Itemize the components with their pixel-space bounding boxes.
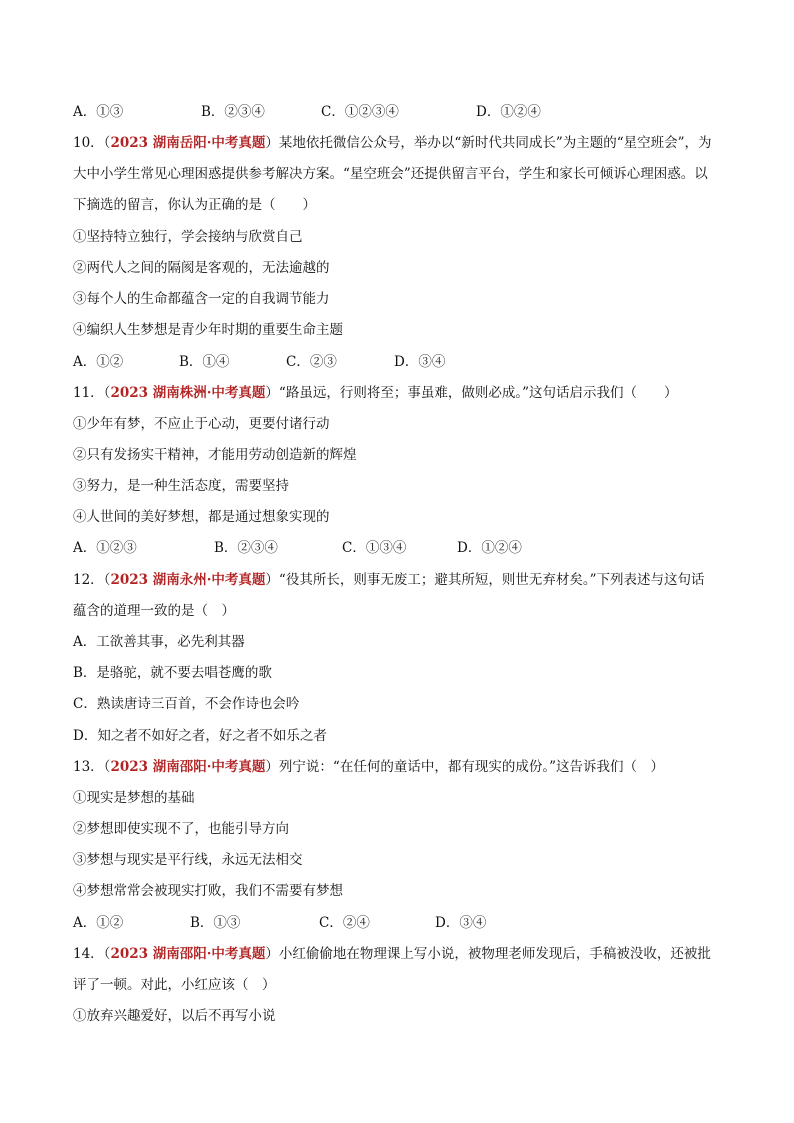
q13-source: 2023 湖南邵阳·中考真题	[110, 759, 266, 775]
q11-item-1: ①少年有梦，不应止于心动，更要付诸行动	[73, 416, 330, 432]
q10-stem-line1	[73, 133, 712, 153]
q14-source-close: ）	[265, 946, 279, 962]
q13-source-close: ）	[265, 759, 279, 775]
q13-item-3: ③梦想与现实是平行线，永远无法相交	[73, 852, 303, 868]
q10-item-4: ④编织人生梦想是青少年时期的重要生命主题	[73, 322, 343, 338]
q11-source-close: ）	[265, 385, 279, 401]
q11-item-3: ③努力，是一种生活态度，需要坚持	[73, 478, 289, 494]
q10-source-close: ）	[265, 135, 279, 151]
q10-source: 2023 湖南岳阳·中考真题	[110, 135, 266, 151]
q9-option-d: D．①②④	[476, 104, 541, 120]
q10-option-d: D．③④	[394, 354, 446, 370]
q10-stem-line2: 大中小学生常见心理困惑提供参考解决方案。“星空班会”还提供留言平台，学生和家长可倾诉心理困惑。以	[73, 166, 708, 182]
q12-stem-line1	[73, 570, 704, 590]
q14-source: 2023 湖南邵阳·中考真题	[110, 946, 266, 962]
q11-option-a: A．①②③	[73, 540, 137, 556]
q10-number: 10．（	[73, 135, 111, 151]
q13-item-2: ②梦想即使实现不了，也能引导方向	[73, 821, 289, 837]
q14-stem-text1: 小红偷偷地在物理课上写小说，被物理老师发现后，手稿被没收，还被批	[278, 946, 711, 962]
q12-number: 12．（	[73, 572, 111, 588]
q12-choice-d: D．知之者不如好之者，好之者不如乐之者	[73, 728, 327, 744]
q11-option-d: D．①②④	[457, 540, 522, 556]
q13-number: 13．（	[73, 759, 111, 775]
q12-choice-a: A．工欲善其事，必先利其器	[73, 634, 245, 650]
q12-source-close: ）	[265, 572, 279, 588]
q11-number: 11．（	[73, 385, 111, 401]
q10-item-2: ②两代人之间的隔阂是客观的，无法逾越的	[73, 260, 330, 276]
q9-option-a: A．①③	[73, 104, 124, 120]
q11-stem-line1	[73, 383, 677, 403]
q10-item-1: ①坚持特立独行，学会接纳与欣赏自己	[73, 229, 303, 245]
q12-stem-text1: “役其所长，则事无废工；避其所短，则世无弃材矣。”下列表述与这句话	[278, 572, 705, 588]
q13-options	[73, 913, 486, 933]
q14-stem-line2: 评了一顿。对此，小红应该（ ）	[73, 977, 276, 993]
q11-item-2: ②只有发扬实干精神，才能用劳动创造新的辉煌	[73, 447, 357, 463]
q11-item-4: ④人世间的美好梦想，都是通过想象实现的	[73, 509, 330, 525]
q13-option-c: C．②④	[319, 915, 370, 931]
q13-option-a: A．①②	[73, 915, 124, 931]
q10-stem-line3: 下摘选的留言，你认为正确的是（ ）	[73, 197, 316, 213]
q13-option-b: B．①③	[190, 915, 241, 931]
q10-option-c: C．②③	[286, 354, 337, 370]
q14-number: 14．（	[73, 946, 111, 962]
q11-source: 2023 湖南株洲·中考真题	[110, 385, 266, 401]
q13-item-1: ①现实是梦想的基础	[73, 790, 195, 806]
q10-options	[73, 352, 445, 372]
q13-item-4: ④梦想常常会被现实打败，我们不需要有梦想	[73, 883, 343, 899]
q11-option-c: C．①③④	[342, 540, 407, 556]
q12-source: 2023 湖南永州·中考真题	[110, 572, 266, 588]
q9-options	[73, 102, 541, 122]
q13-option-d: D．③④	[435, 915, 487, 931]
q11-option-b: B．②③④	[214, 540, 278, 556]
q12-choice-c: C．熟读唐诗三百首，不会作诗也会吟	[73, 696, 300, 712]
q10-stem-text1: 某地依托微信公众号，举办以“新时代共同成长”为主题的“星空班会”，为	[278, 135, 712, 151]
q9-option-c: C．①②③④	[321, 104, 399, 120]
q13-stem-line1	[73, 757, 664, 777]
q14-stem-line1	[73, 944, 711, 964]
q9-option-b: B．②③④	[201, 104, 265, 120]
q10-option-a: A．①②	[73, 354, 124, 370]
q11-stem-text1: “路虽远，行则将至；事虽难，做则必成。”这句话启示我们（ ）	[278, 385, 678, 401]
q12-stem-line2: 蕴含的道理一致的是（ ）	[73, 603, 235, 619]
q11-options	[73, 538, 522, 558]
q13-stem-text1: 列宁说：“在任何的童话中，都有现实的成份。”这告诉我们（ ）	[278, 759, 664, 775]
q14-item-1: ①放弃兴趣爱好，以后不再写小说	[73, 1008, 276, 1024]
q10-option-b: B．①④	[179, 354, 230, 370]
q10-item-3: ③每个人的生命都蕴含一定的自我调节能力	[73, 291, 330, 307]
q12-choice-b: B．是骆驼，就不要去唱苍鹰的歌	[73, 665, 272, 681]
